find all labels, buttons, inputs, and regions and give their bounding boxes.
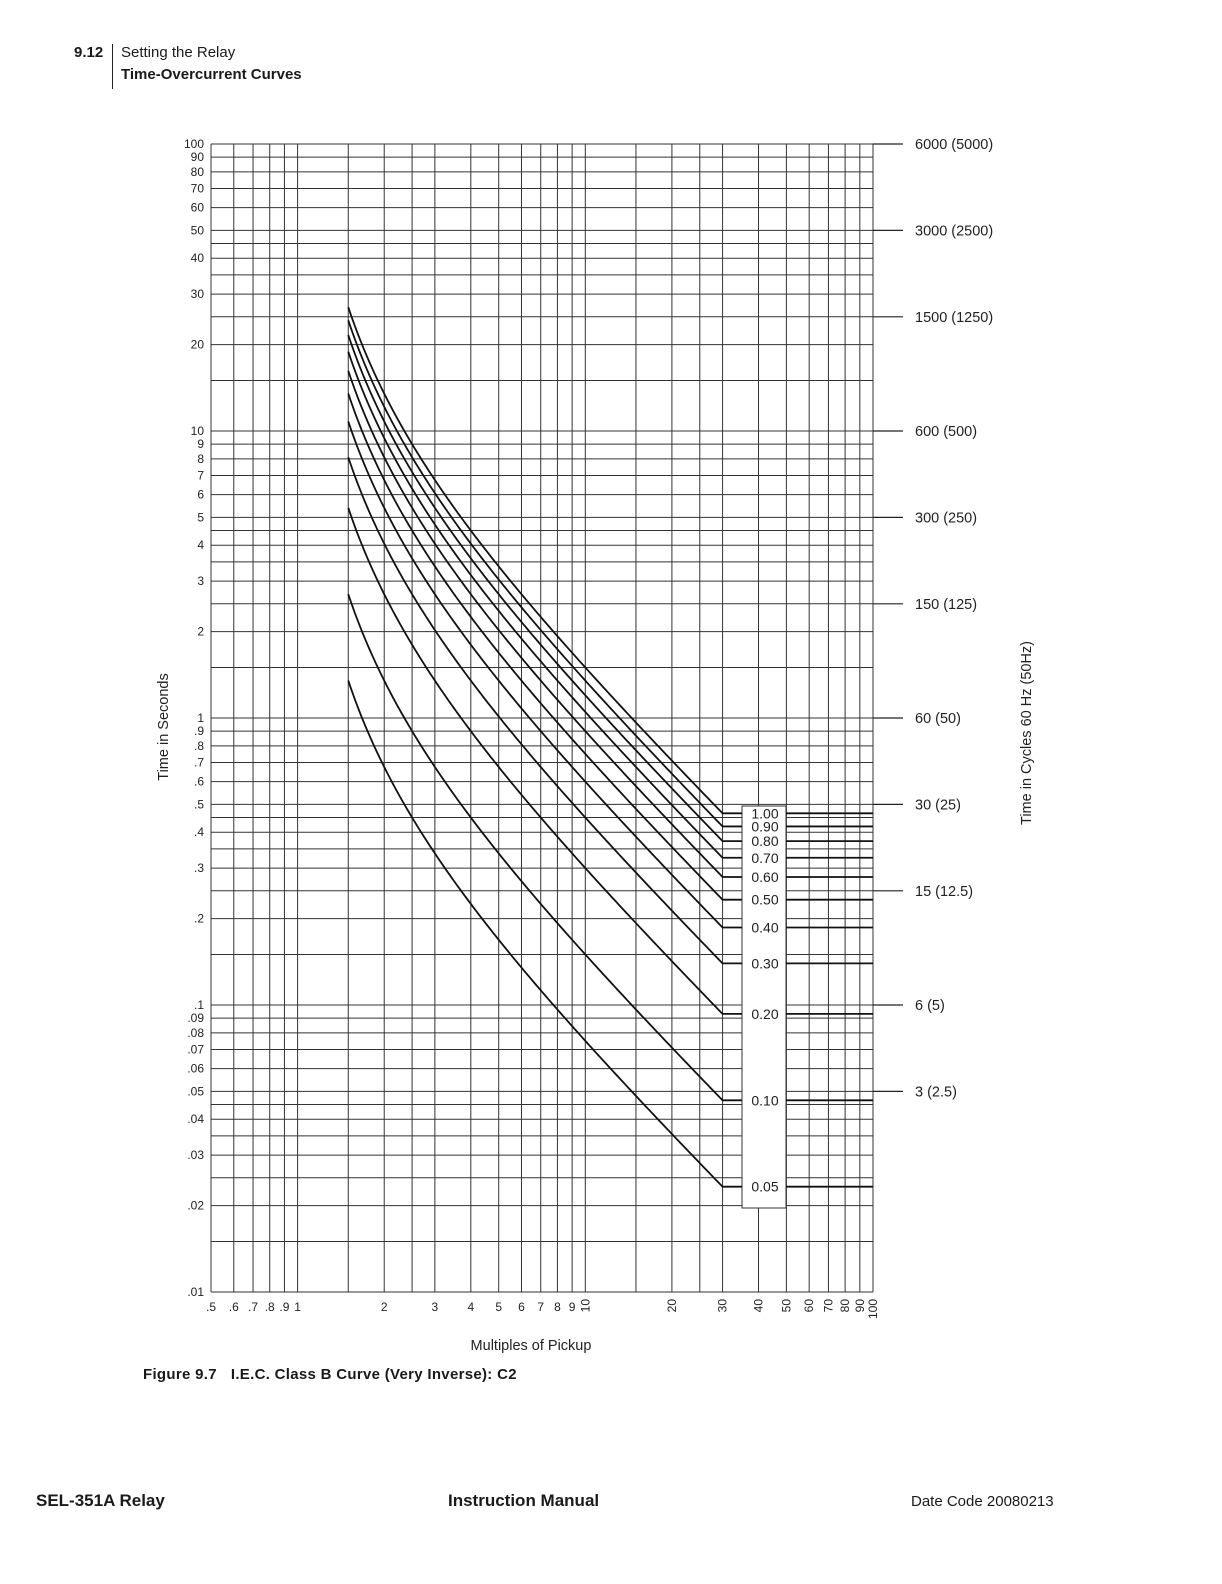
curve-label-1.00: 1.00 [751, 805, 779, 822]
curve-label-0.20: 0.20 [751, 1005, 779, 1022]
curve-label-0.80: 0.80 [751, 833, 779, 850]
footer-date-code: Date Code 20080213 [911, 1493, 1054, 1510]
curve-label-0.60: 0.60 [751, 868, 779, 885]
y-tick-label: 2 [197, 624, 204, 639]
y-tick-label: .8 [193, 738, 204, 753]
y-tick-label: 3 [197, 574, 204, 589]
footer-product: SEL-351A Relay [36, 1491, 165, 1510]
x-tick-label: 70 [821, 1299, 836, 1313]
x-tick-label: .9 [279, 1300, 290, 1314]
y-tick-label: .6 [193, 774, 204, 789]
figure-caption [143, 1366, 517, 1383]
x-axis-label: Multiples of Pickup [470, 1338, 592, 1354]
y-tick-label: .05 [187, 1084, 204, 1099]
x-tick-label: 10 [578, 1299, 593, 1313]
curve-label-0.40: 0.40 [751, 919, 779, 936]
y2-tick-label: 150 (125) [915, 596, 978, 613]
curve-label-0.70: 0.70 [751, 849, 779, 866]
curve-label-0.30: 0.30 [751, 955, 779, 972]
y-tick-label: .3 [193, 861, 204, 876]
y-tick-label: 1 [197, 711, 204, 725]
curve-td-0.05 [348, 681, 742, 1187]
x-tick-label: 1 [294, 1300, 301, 1314]
curve-td-0.20 [348, 508, 742, 1014]
y-tick-label: 30 [190, 287, 204, 302]
x-tick-label: 60 [802, 1299, 817, 1313]
chart-marks [348, 307, 873, 1208]
x-tick-label: 2 [380, 1300, 388, 1314]
curve-td-0.90 [348, 320, 742, 826]
figure-label: Figure 9.7 [143, 1366, 217, 1383]
y-tick-label: .07 [187, 1042, 204, 1057]
curve-td-0.80 [348, 335, 742, 841]
y-tick-label: 6 [197, 487, 204, 502]
y-tick-label: .03 [187, 1148, 204, 1163]
y-tick-label: 9 [197, 437, 204, 452]
y-tick-label: 20 [190, 337, 204, 352]
y-tick-label: 10 [190, 424, 204, 438]
y2-tick-label: 600 (500) [915, 424, 978, 440]
x-tick-label: 80 [838, 1299, 853, 1313]
x-tick-label: 100 [866, 1299, 880, 1320]
x-tick-label: 6 [518, 1300, 525, 1314]
x-tick-label: 8 [554, 1300, 561, 1314]
x-tick-label: .7 [248, 1300, 259, 1314]
chart-grid [211, 144, 903, 1292]
x-tick-label: 5 [495, 1300, 503, 1314]
curve-td-0.10 [348, 594, 742, 1100]
y-tick-label: .08 [187, 1025, 204, 1040]
footer-manual: Instruction Manual [448, 1491, 600, 1510]
curve-label-0.90: 0.90 [751, 818, 779, 835]
y-tick-label: .06 [187, 1061, 204, 1076]
curve-label-0.10: 0.10 [751, 1092, 779, 1109]
y2-tick-label: 60 (50) [915, 711, 961, 727]
curve-label-0.50: 0.50 [751, 891, 779, 908]
y-tick-label: .2 [193, 911, 204, 926]
curve-td-0.40 [348, 421, 742, 927]
page-title: Time-Overcurrent Curves [121, 66, 302, 83]
y2-tick-label: 30 (25) [915, 797, 961, 814]
page-number: 9.12 [74, 44, 104, 61]
x-tick-label: 4 [467, 1300, 475, 1314]
y-axis-label: Time in Seconds [156, 673, 172, 781]
y-tick-label: .01 [187, 1285, 204, 1299]
y2-axis-label: Time in Cycles 60 Hz (50Hz) [1019, 641, 1035, 825]
y-tick-label: .09 [187, 1011, 204, 1026]
y-tick-label: .1 [193, 998, 204, 1012]
x-tick-label: 30 [715, 1299, 730, 1313]
y2-tick-label: 1500 (1250) [915, 309, 994, 326]
x-tick-label: .6 [228, 1300, 239, 1314]
y-tick-label: .7 [193, 755, 204, 770]
x-tick-label: 90 [852, 1299, 867, 1313]
x-tick-label: 20 [664, 1299, 679, 1313]
y-tick-label: 80 [190, 164, 204, 179]
y-tick-label: .9 [193, 724, 204, 739]
y-tick-label: 50 [190, 223, 204, 238]
y-tick-label: 8 [197, 451, 204, 466]
x-tick-label: 3 [431, 1300, 439, 1314]
y-tick-label: .04 [187, 1112, 204, 1127]
figure-text: I.E.C. Class B Curve (Very Inverse): C2 [230, 1366, 517, 1383]
y-tick-label: 90 [190, 150, 204, 165]
y2-tick-label: 6000 (5000) [915, 137, 994, 153]
y2-tick-label: 3000 (2500) [915, 223, 994, 240]
y-tick-label: 5 [197, 510, 204, 525]
y-tick-label: .4 [193, 825, 204, 840]
y-tick-label: 4 [197, 538, 204, 553]
y-tick-label: 60 [190, 200, 204, 215]
y2-tick-label: 15 (12.5) [915, 883, 974, 900]
x-tick-label: 9 [568, 1300, 576, 1314]
y-tick-label: 40 [190, 251, 204, 266]
y2-tick-label: 300 (250) [915, 510, 978, 527]
y-tick-label: .5 [193, 797, 204, 812]
x-tick-label: .5 [205, 1300, 217, 1314]
x-tick-label: 50 [779, 1299, 794, 1313]
y2-tick-label: 6 (5) [915, 998, 945, 1014]
section-title: Setting the Relay [121, 44, 236, 61]
y-tick-label: 100 [183, 137, 204, 151]
y-tick-label: 70 [190, 181, 204, 196]
y-tick-label: 7 [197, 468, 204, 483]
y2-tick-label: 3 (2.5) [915, 1084, 957, 1101]
curve-label-0.05: 0.05 [751, 1178, 779, 1195]
x-tick-label: .8 [264, 1300, 275, 1314]
x-tick-label: 7 [537, 1300, 545, 1314]
y-tick-label: .02 [187, 1198, 204, 1213]
x-tick-label: 40 [751, 1299, 766, 1313]
